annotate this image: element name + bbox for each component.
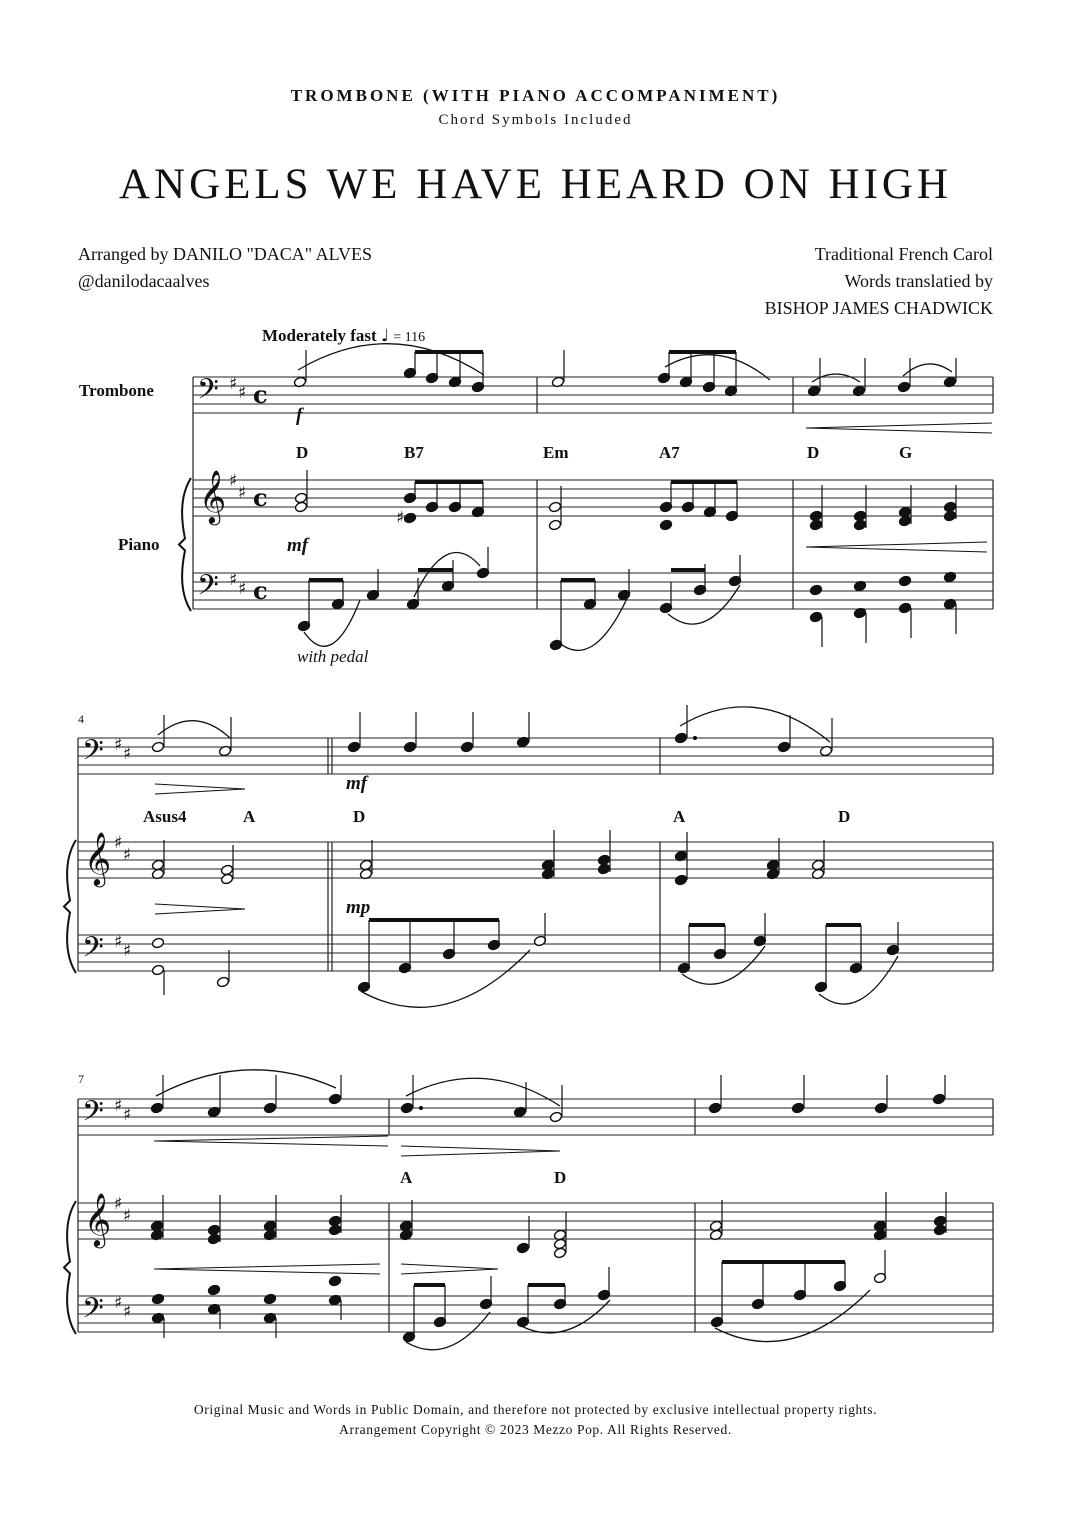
notehead xyxy=(263,1293,276,1305)
measure-number: 7 xyxy=(78,1072,84,1086)
measure-number: 4 xyxy=(78,712,84,726)
notation-glyph: ♯ xyxy=(123,1105,132,1125)
slur xyxy=(715,1290,870,1342)
piano-label: Piano xyxy=(118,535,160,554)
notation-glyph: ♯ xyxy=(114,1096,123,1116)
public-domain-notice: Original Music and Words in Public Domain, and therefore not protected by exclusive intellectual property rights. xyxy=(193,1402,878,1417)
copyright-notice: Arrangement Copyright © 2023 Mezzo Pop. All Rights Reserved. xyxy=(339,1422,732,1437)
notehead xyxy=(548,501,561,513)
crescendo-hairpin xyxy=(806,423,992,433)
tempo-text: Moderately fast xyxy=(262,326,377,345)
notehead xyxy=(516,1242,529,1254)
notation-glyph: c xyxy=(253,380,268,409)
piano-brace xyxy=(64,1201,76,1334)
notehead xyxy=(207,1284,220,1296)
piano-brace xyxy=(64,840,76,973)
instrument-line: TROMBONE (WITH PIANO ACCOMPANIMENT) xyxy=(290,86,781,105)
notation-glyph: ♯ xyxy=(114,932,123,952)
notation-glyph: ♯ xyxy=(123,941,132,961)
notehead xyxy=(549,1111,562,1123)
dynamic-marking: mf xyxy=(346,773,368,794)
notehead xyxy=(943,510,956,522)
slur xyxy=(304,600,360,646)
chord-symbol: G xyxy=(899,443,913,462)
notation-glyph: ♯ xyxy=(114,735,123,755)
notehead xyxy=(809,584,822,596)
notehead xyxy=(597,863,610,875)
quarter-note-icon: ♩ xyxy=(380,326,389,346)
notehead xyxy=(809,519,822,531)
translator-label: Words translatied by xyxy=(844,271,993,291)
slur xyxy=(812,374,860,382)
chord-symbol: D xyxy=(554,1168,567,1187)
notehead xyxy=(548,519,561,531)
notehead xyxy=(659,519,672,531)
notation-glyph: ♯ xyxy=(229,471,238,491)
chord-symbol: A xyxy=(243,807,256,826)
chord-symbol: D xyxy=(296,443,309,462)
notation-glyph: 𝄞 xyxy=(84,1192,112,1246)
notehead xyxy=(220,873,233,885)
notehead xyxy=(151,1293,164,1305)
notation-glyph: 𝄢 xyxy=(82,734,104,774)
dynamic-marking: f xyxy=(296,405,303,426)
notehead xyxy=(328,1224,341,1236)
chord-symbol: A xyxy=(673,807,686,826)
notation-glyph: ♯ xyxy=(238,483,247,503)
composer-origin: Traditional French Carol xyxy=(814,244,993,264)
notation-glyph: ♯ xyxy=(123,1206,132,1226)
notation-glyph: 𝄞 xyxy=(84,831,112,885)
chord-symbol: D xyxy=(353,807,366,826)
page-title: ANGELS WE HAVE HEARD ON HIGH xyxy=(118,161,952,208)
notation-glyph: ♯ xyxy=(229,374,238,394)
notehead xyxy=(403,512,416,524)
notation-glyph: 𝄢 xyxy=(197,569,219,609)
notation-glyph: ♯ xyxy=(238,579,247,599)
metronome-value: = 116 xyxy=(393,330,426,345)
notation-glyph: c xyxy=(253,483,268,512)
notehead xyxy=(151,964,164,976)
notehead xyxy=(216,976,229,988)
score-marks xyxy=(64,344,993,1350)
notation-glyph: 𝄢 xyxy=(82,931,104,971)
notation-glyph: ♯ xyxy=(396,508,405,528)
notehead xyxy=(674,732,687,744)
crescendo-hairpin xyxy=(154,1136,388,1146)
notehead xyxy=(294,501,307,513)
notehead xyxy=(403,741,416,753)
notehead xyxy=(898,515,911,527)
notehead xyxy=(897,381,910,393)
notehead xyxy=(151,937,164,949)
slur xyxy=(406,1312,490,1350)
notation-glyph: 𝄢 xyxy=(82,1095,104,1135)
dynamic-marking: mf xyxy=(287,535,309,556)
translator-name: BISHOP JAMES CHADWICK xyxy=(764,298,993,318)
dynamic-marking: mp xyxy=(346,897,371,918)
notation-glyph: ♯ xyxy=(238,383,247,403)
notehead xyxy=(674,874,687,886)
notation-glyph: 𝄞 xyxy=(199,469,227,523)
notation-glyph: ♯ xyxy=(123,1302,132,1322)
crescendo-hairpin xyxy=(806,542,987,552)
dot xyxy=(693,736,697,740)
notehead xyxy=(328,1093,341,1105)
notehead xyxy=(400,1102,413,1114)
notehead xyxy=(777,741,790,753)
slur xyxy=(156,1070,336,1096)
notehead xyxy=(553,1247,566,1259)
notehead xyxy=(898,575,911,587)
slur xyxy=(680,707,830,742)
notehead xyxy=(791,1102,804,1114)
diminuendo-hairpin xyxy=(401,1264,498,1274)
notehead xyxy=(874,1102,887,1114)
arranger-handle: @danilodacaalves xyxy=(78,271,210,291)
notation-glyph: ♯ xyxy=(114,1194,123,1214)
notehead xyxy=(151,741,164,753)
chord-symbol: Em xyxy=(543,443,569,462)
notation-glyph: ♯ xyxy=(123,744,132,764)
trombone-label: Trombone xyxy=(79,381,154,400)
notehead xyxy=(328,1275,341,1287)
notehead xyxy=(347,741,360,753)
chord-symbol: A xyxy=(400,1168,413,1187)
chord-symbol: D xyxy=(807,443,820,462)
notehead xyxy=(933,1224,946,1236)
notation-glyph: ♯ xyxy=(114,833,123,853)
notation-glyph: ♯ xyxy=(123,845,132,865)
chord-symbol: A7 xyxy=(659,443,680,462)
notehead xyxy=(898,602,911,614)
diminuendo-hairpin xyxy=(155,904,245,914)
notation-glyph: 𝄢 xyxy=(197,373,219,413)
slur xyxy=(298,344,484,375)
notation-glyph: c xyxy=(253,576,268,605)
pedal-instruction: with pedal xyxy=(297,647,369,666)
notehead xyxy=(460,741,473,753)
notehead xyxy=(708,1102,721,1114)
chord-symbols-note: Chord Symbols Included xyxy=(438,112,633,128)
notation-glyph: ♯ xyxy=(229,570,238,590)
notehead xyxy=(809,611,822,623)
notation-glyph: 𝄢 xyxy=(82,1292,104,1332)
piano-brace xyxy=(179,478,191,611)
notehead xyxy=(150,1102,163,1114)
notehead xyxy=(853,519,866,531)
chord-symbol: Asus4 xyxy=(143,807,187,826)
crescendo-hairpin xyxy=(154,1264,380,1274)
slur xyxy=(158,721,230,738)
slur xyxy=(665,355,770,380)
chord-symbol: D xyxy=(838,807,851,826)
notehead xyxy=(207,1233,220,1245)
diminuendo-hairpin xyxy=(401,1146,560,1156)
notehead xyxy=(932,1093,945,1105)
notehead xyxy=(263,1102,276,1114)
arranger-name: Arranged by DANILO "DACA" ALVES xyxy=(78,244,373,264)
slur xyxy=(406,1078,560,1106)
diminuendo-hairpin xyxy=(155,784,245,794)
chord-symbol: B7 xyxy=(404,443,424,462)
dot xyxy=(419,1106,423,1110)
notation-glyph: ♯ xyxy=(114,1293,123,1313)
